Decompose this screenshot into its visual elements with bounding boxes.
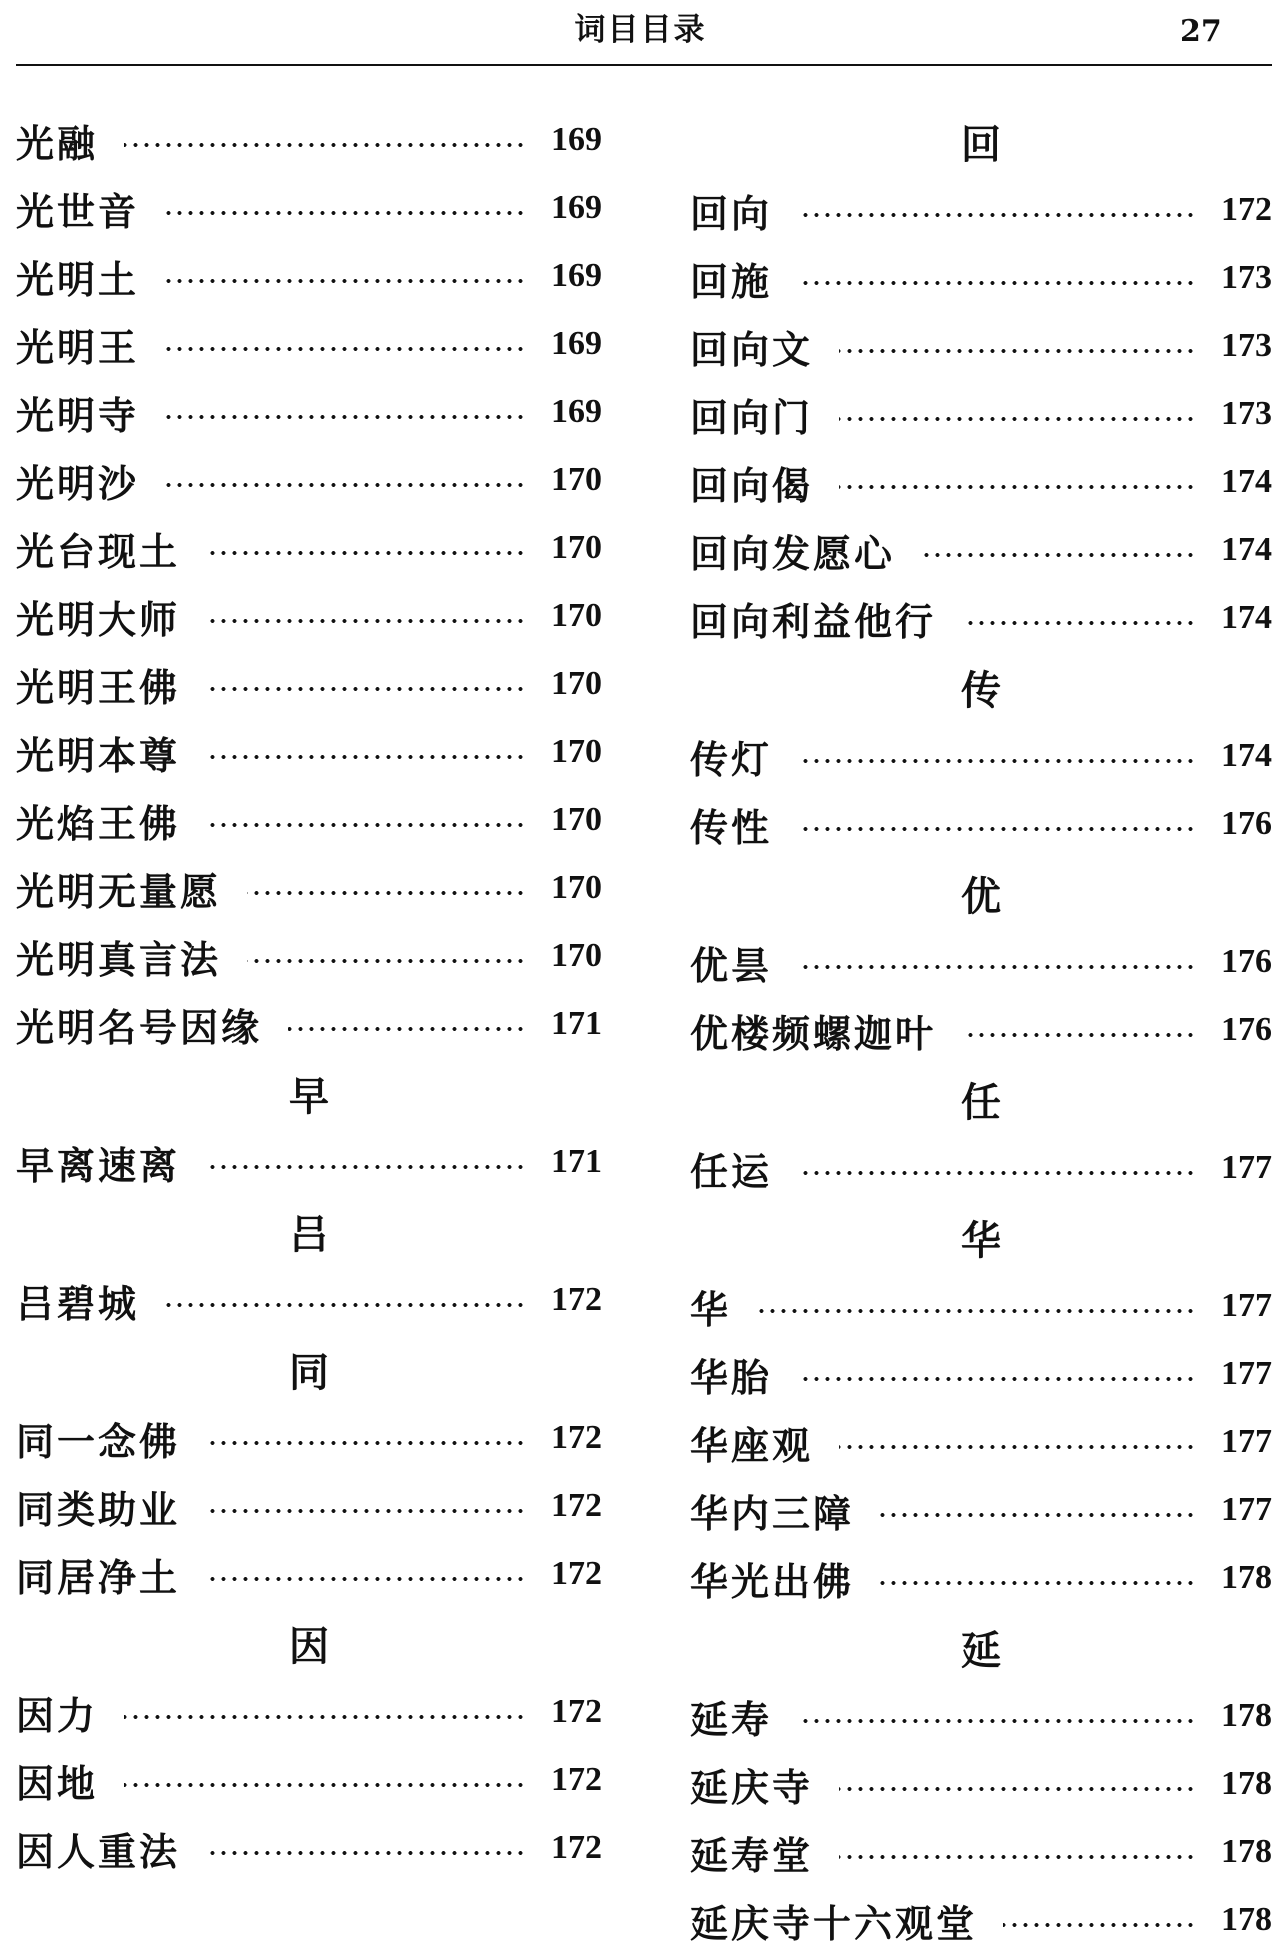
section-heading-char: 同	[289, 1348, 329, 1396]
dot-leader	[798, 278, 1196, 288]
entry-page-number: 177	[1221, 1423, 1272, 1460]
index-entry	[16, 174, 602, 242]
entry-term: 华光出佛	[690, 1558, 855, 1604]
dot-leader	[839, 1442, 1196, 1452]
entry-page-number: 174	[1221, 737, 1272, 774]
entry-term: 同居净土	[16, 1554, 181, 1600]
entry-page-number: 172	[551, 1281, 602, 1318]
index-column-right	[690, 106, 1272, 1954]
entry-term: 回向偈	[690, 462, 814, 508]
entry-page-number: 178	[1221, 1559, 1272, 1596]
entry-term: 光明本尊	[16, 732, 181, 778]
section-heading	[16, 1058, 602, 1128]
section-heading-char: 优	[961, 872, 1001, 920]
entry-term: 光明无量愿	[16, 868, 222, 914]
entry-page-number: 169	[551, 393, 602, 430]
running-header-title: 词目目录	[574, 12, 707, 48]
index-entry	[690, 1818, 1272, 1886]
section-heading	[690, 1202, 1272, 1272]
entry-term: 早离速离	[16, 1142, 181, 1188]
index-entry	[16, 446, 602, 514]
entry-term: 光世音	[16, 188, 140, 234]
dot-leader	[798, 962, 1196, 972]
index-entry	[690, 312, 1272, 380]
entry-term: 回向发愿心	[690, 530, 896, 576]
index-entry	[690, 516, 1272, 584]
entry-term: 因力	[16, 1692, 99, 1738]
index-entry	[16, 378, 602, 446]
entry-page-number: 171	[551, 1143, 602, 1180]
index-entry	[16, 650, 602, 718]
entry-page-number: 172	[1221, 191, 1272, 228]
index-entry	[16, 514, 602, 582]
dot-leader	[124, 140, 526, 150]
dot-leader	[124, 1712, 526, 1722]
index-entry	[690, 380, 1272, 448]
index-entry	[690, 790, 1272, 858]
dot-leader	[1003, 1920, 1196, 1930]
section-heading	[690, 1064, 1272, 1134]
dot-leader	[288, 1024, 526, 1034]
entry-term: 延庆寺	[690, 1764, 814, 1810]
entry-page-number: 173	[1221, 395, 1272, 432]
entry-page-number: 169	[551, 325, 602, 362]
entry-term: 华座观	[690, 1422, 814, 1468]
dot-leader	[206, 1162, 526, 1172]
index-entry	[690, 1750, 1272, 1818]
dot-leader	[880, 1510, 1196, 1520]
index-entry	[690, 1408, 1272, 1476]
index-entry	[690, 1544, 1272, 1612]
dot-leader	[206, 548, 526, 558]
entry-term: 传灯	[690, 736, 773, 782]
dot-leader	[962, 618, 1196, 628]
entry-page-number: 170	[551, 733, 602, 770]
index-entry	[690, 584, 1272, 652]
index-column-left	[16, 106, 602, 1882]
entry-term: 回向门	[690, 394, 814, 440]
entry-page-number: 176	[1221, 1011, 1272, 1048]
page-number: 27	[1180, 14, 1222, 49]
entry-term: 光明大师	[16, 596, 181, 642]
dot-leader	[206, 1438, 526, 1448]
section-heading	[16, 1608, 602, 1678]
entry-term: 光明寺	[16, 392, 140, 438]
entry-page-number: 176	[1221, 805, 1272, 842]
index-entry	[690, 928, 1272, 996]
entry-page-number: 173	[1221, 327, 1272, 364]
entry-term: 同类助业	[16, 1486, 181, 1532]
entry-term: 光明王	[16, 324, 140, 370]
entry-term: 光明名号因缘	[16, 1004, 263, 1050]
dot-leader	[798, 824, 1196, 834]
entry-page-number: 169	[551, 257, 602, 294]
section-heading	[690, 652, 1272, 722]
index-entry	[16, 1746, 602, 1814]
entry-term: 优昙	[690, 942, 773, 988]
index-entry	[16, 718, 602, 786]
index-entry	[16, 922, 602, 990]
dot-leader	[921, 550, 1196, 560]
dot-leader	[839, 1784, 1196, 1794]
entry-term: 因地	[16, 1760, 99, 1806]
index-entry	[16, 310, 602, 378]
entry-page-number: 170	[551, 869, 602, 906]
dot-leader	[798, 1374, 1196, 1384]
section-heading-char: 延	[961, 1626, 1001, 1674]
dot-leader	[165, 412, 526, 422]
dot-leader	[247, 956, 526, 966]
entry-page-number: 170	[551, 801, 602, 838]
entry-page-number: 170	[551, 461, 602, 498]
entry-term: 因人重法	[16, 1828, 181, 1874]
entry-page-number: 177	[1221, 1491, 1272, 1528]
entry-term: 延寿	[690, 1696, 773, 1742]
entry-term: 回施	[690, 258, 773, 304]
entry-page-number: 170	[551, 665, 602, 702]
entry-page-number: 177	[1221, 1355, 1272, 1392]
index-entry	[690, 996, 1272, 1064]
entry-page-number: 174	[1221, 531, 1272, 568]
index-entry	[690, 1682, 1272, 1750]
index-entry	[690, 244, 1272, 312]
dot-leader	[798, 1716, 1196, 1726]
entry-term: 光明王佛	[16, 664, 181, 710]
dot-leader	[206, 1506, 526, 1516]
dot-leader	[165, 480, 526, 490]
entry-term: 回向	[690, 190, 773, 236]
dot-leader	[206, 684, 526, 694]
dot-leader	[798, 1168, 1196, 1178]
section-heading	[690, 106, 1272, 176]
dot-leader	[165, 1300, 526, 1310]
entry-term: 回向利益他行	[690, 598, 937, 644]
dot-leader	[206, 1848, 526, 1858]
entry-page-number: 172	[551, 1555, 602, 1592]
entry-page-number: 174	[1221, 463, 1272, 500]
dot-leader	[206, 820, 526, 830]
section-heading	[16, 1196, 602, 1266]
dot-leader	[839, 482, 1196, 492]
section-heading	[16, 1334, 602, 1404]
dot-leader	[206, 1574, 526, 1584]
entry-term: 传性	[690, 804, 773, 850]
dot-leader	[757, 1306, 1196, 1316]
dot-leader	[165, 344, 526, 354]
entry-page-number: 169	[551, 121, 602, 158]
dot-leader	[165, 208, 526, 218]
entry-term: 同一念佛	[16, 1418, 181, 1464]
index-entry	[690, 1340, 1272, 1408]
index-entry	[16, 990, 602, 1058]
index-entry	[690, 176, 1272, 244]
index-entry	[16, 854, 602, 922]
section-heading-char: 早	[289, 1072, 329, 1120]
section-heading-char: 回	[961, 120, 1001, 168]
index-entry	[690, 722, 1272, 790]
entry-term: 光台现土	[16, 528, 181, 574]
entry-term: 华内三障	[690, 1490, 855, 1536]
header-divider	[16, 64, 1272, 66]
entry-term: 延寿堂	[690, 1832, 814, 1878]
entry-page-number: 173	[1221, 259, 1272, 296]
entry-page-number: 178	[1221, 1901, 1272, 1938]
entry-page-number: 172	[551, 1829, 602, 1866]
dot-leader	[839, 414, 1196, 424]
index-entry	[16, 1814, 602, 1882]
index-entry	[16, 1678, 602, 1746]
dot-leader	[206, 616, 526, 626]
index-entry	[16, 1472, 602, 1540]
entry-term: 回向文	[690, 326, 814, 372]
entry-term: 光明土	[16, 256, 140, 302]
entry-page-number: 177	[1221, 1149, 1272, 1186]
entry-page-number: 170	[551, 937, 602, 974]
entry-term: 华胎	[690, 1354, 773, 1400]
section-heading-char: 任	[961, 1078, 1001, 1126]
entry-term: 光融	[16, 120, 99, 166]
dot-leader	[798, 756, 1196, 766]
dot-leader	[839, 346, 1196, 356]
entry-term: 光明真言法	[16, 936, 222, 982]
entry-term: 光明沙	[16, 460, 140, 506]
dot-leader	[124, 1780, 526, 1790]
section-heading-char: 因	[289, 1622, 329, 1670]
index-entry	[16, 1266, 602, 1334]
dot-leader	[839, 1852, 1196, 1862]
entry-term: 光焰王佛	[16, 800, 181, 846]
index-entry	[16, 242, 602, 310]
index-entry	[16, 1128, 602, 1196]
section-heading	[690, 858, 1272, 928]
section-heading	[690, 1612, 1272, 1682]
entry-page-number: 176	[1221, 943, 1272, 980]
entry-page-number: 178	[1221, 1697, 1272, 1734]
entry-page-number: 170	[551, 597, 602, 634]
entry-term: 延庆寺十六观堂	[690, 1900, 978, 1946]
index-entry	[690, 1134, 1272, 1202]
entry-term: 优楼频螺迦叶	[690, 1010, 937, 1056]
entry-term: 任运	[690, 1148, 773, 1194]
index-entry	[690, 1476, 1272, 1544]
entry-term: 吕碧城	[16, 1280, 140, 1326]
entry-page-number: 171	[551, 1005, 602, 1042]
dot-leader	[798, 210, 1196, 220]
section-heading-char: 吕	[289, 1210, 329, 1258]
index-entry	[16, 786, 602, 854]
dot-leader	[962, 1030, 1196, 1040]
index-entry	[16, 1404, 602, 1472]
entry-term: 华	[690, 1286, 732, 1332]
entry-page-number: 178	[1221, 1765, 1272, 1802]
dot-leader	[206, 752, 526, 762]
index-entry	[690, 448, 1272, 516]
entry-page-number: 174	[1221, 599, 1272, 636]
entry-page-number: 169	[551, 189, 602, 226]
index-entry	[16, 106, 602, 174]
entry-page-number: 172	[551, 1419, 602, 1456]
dot-leader	[247, 888, 526, 898]
entry-page-number: 172	[551, 1693, 602, 1730]
section-heading-char: 华	[961, 1216, 1001, 1264]
index-entry	[690, 1886, 1272, 1954]
index-entry	[16, 582, 602, 650]
section-heading-char: 传	[961, 666, 1001, 714]
entry-page-number: 172	[551, 1761, 602, 1798]
entry-page-number: 170	[551, 529, 602, 566]
dot-leader	[165, 276, 526, 286]
index-entry	[690, 1272, 1272, 1340]
dot-leader	[880, 1578, 1196, 1588]
entry-page-number: 172	[551, 1487, 602, 1524]
index-entry	[16, 1540, 602, 1608]
entry-page-number: 178	[1221, 1833, 1272, 1870]
entry-page-number: 177	[1221, 1287, 1272, 1324]
